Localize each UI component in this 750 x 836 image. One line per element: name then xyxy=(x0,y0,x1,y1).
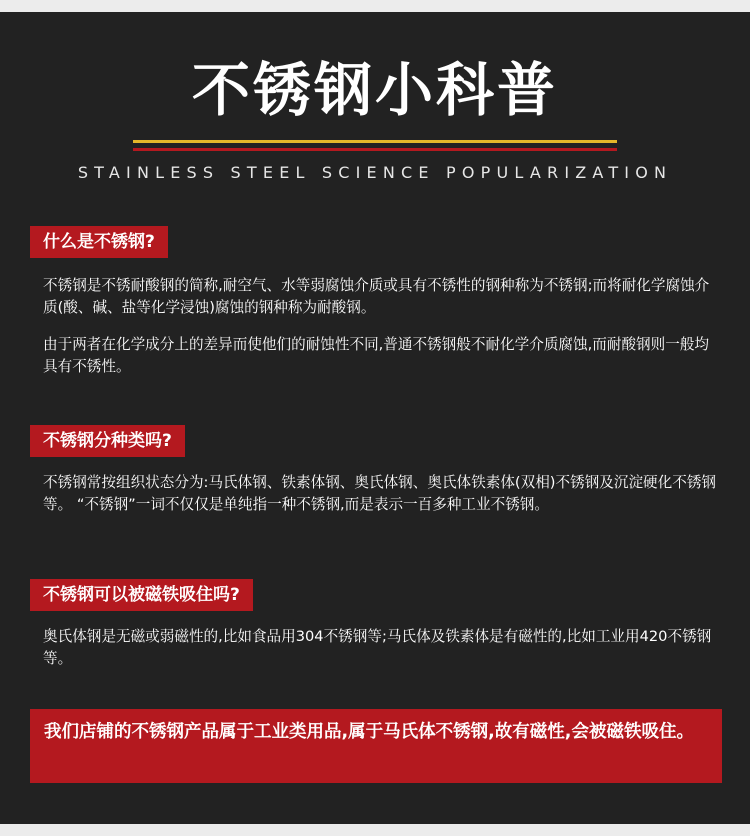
section-heading-what-is: 什么是不锈钢? xyxy=(30,226,168,258)
store-note-banner: 我们店铺的不锈钢产品属于工业类用品,属于马氏体不锈钢,故有磁性,会被磁铁吸住。 xyxy=(30,709,722,783)
section-paragraph: 不锈钢是不锈耐酸钢的简称,耐空气、水等弱腐蚀介质或具有不锈性的钢种称为不锈钢;而将耐化学腐蚀介质(酸、碱、盐等化学浸蚀)腐蚀的钢种称为耐酸钢。 xyxy=(43,277,710,316)
section-heading-magnetic: 不锈钢可以被磁铁吸住吗? xyxy=(30,579,253,611)
section-paragraph: 不锈钢常按组织状态分为:马氏体钢、铁素体钢、奥氏体钢、奥氏体铁素体(双相)不锈钢及沉淀硬化不锈钢等。 “不锈钢”一词不仅仅是单纯指一种不锈钢,而是表示一百多种工业不锈钢。 xyxy=(43,474,717,513)
page-title: 不锈钢小科普 xyxy=(191,56,558,124)
infographic-panel xyxy=(0,12,750,824)
page-subtitle: STAINLESS STEEL SCIENCE POPULARIZATION xyxy=(77,163,673,182)
section-paragraph: 奥氏体钢是无磁或弱磁性的,比如食品用304不锈钢等;马氏体及铁素体是有磁性的,比如工业用420不锈钢等。 xyxy=(43,628,712,667)
section-paragraph: 由于两者在化学成分上的差异而使他们的耐蚀性不同,普通不锈钢般不耐化学介质腐蚀,而耐酸钢则一般均具有不锈性。 xyxy=(43,336,710,375)
section-heading-types: 不锈钢分种类吗? xyxy=(30,425,185,457)
title-underline-red xyxy=(133,148,617,151)
title-underline-yellow xyxy=(133,140,617,143)
